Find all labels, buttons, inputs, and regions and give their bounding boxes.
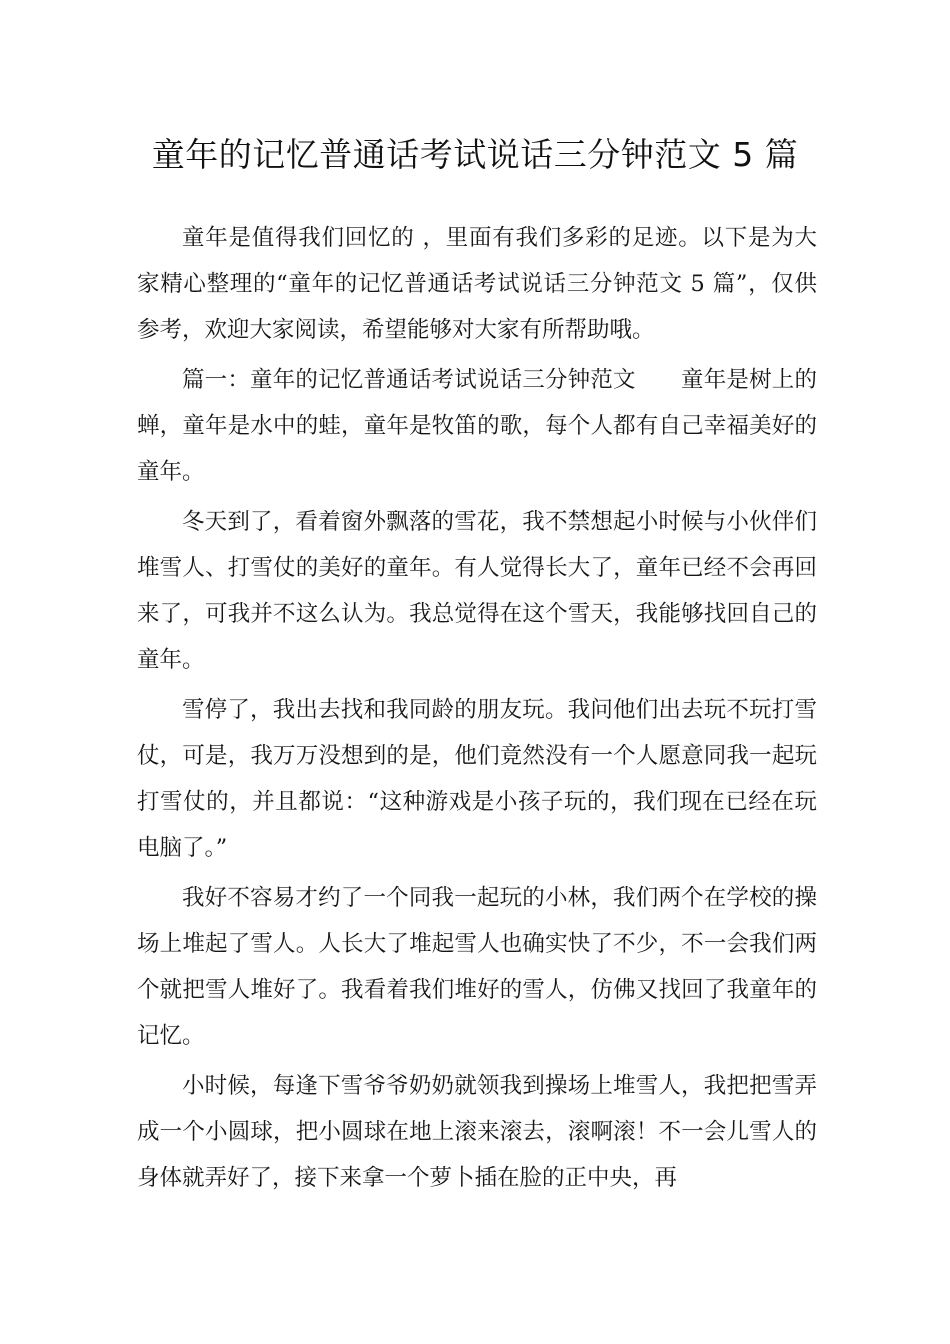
paragraph-childhood-memory: 小时候，每逢下雪爷爷奶奶就领我到操场上堆雪人，我把把雪弄成一个小圆球，把小圆球在地上滚来滚去，滚啊滚！不一会儿雪人的身体就弄好了，接下来拿一个萝卜插在脸的正中央，再: [137, 1073, 817, 1191]
paragraph-snowman-with-friend: 我好不容易才约了一个同我一起玩的小林，我们两个在学校的操场上堆起了雪人。人长大了堆起雪人也确实快了不少，不一会我们两个就把雪人堆好了。我看着我们堆好的雪人，仿佛又找回了我童年的记忆。: [137, 885, 817, 1049]
paragraph-intro: 童年是值得我们回忆的 ，里面有我们多彩的足迹。以下是为大家精心整理的“童年的记忆普通话考试说话三分钟范文 5 篇”，仅供参考，欢迎大家阅读，希望能够对大家有所帮助哦。: [137, 225, 817, 343]
document-body: [137, 215, 817, 1205]
document-title: 童年的记忆普通话考试说话三分钟范文 5 篇: [151, 135, 799, 174]
paragraph-winter: 冬天到了，看着窗外飘落的雪花，我不禁想起小时候与小伙伴们堆雪人、打雪仗的美好的童年。有人觉得长大了，童年已经不会再回来了，可我并不这么认为。我总觉得在这个雪天，我能够找回自己的童年。: [137, 509, 817, 673]
paragraph-part-one: 篇一：童年的记忆普通话考试说话三分钟范文 童年是树上的蝉，童年是水中的蛙，童年是牧笛的歌，每个人都有自己幸福美好的童年。: [137, 367, 817, 485]
paragraph-snow-stopped: 雪停了，我出去找和我同龄的朋友玩。我问他们出去玩不玩打雪仗，可是，我万万没想到的是，他们竟然没有一个人愿意同我一起玩打雪仗的，并且都说：“这种游戏是小孩子玩的，我们现在已经在玩电脑了。”: [137, 697, 817, 861]
